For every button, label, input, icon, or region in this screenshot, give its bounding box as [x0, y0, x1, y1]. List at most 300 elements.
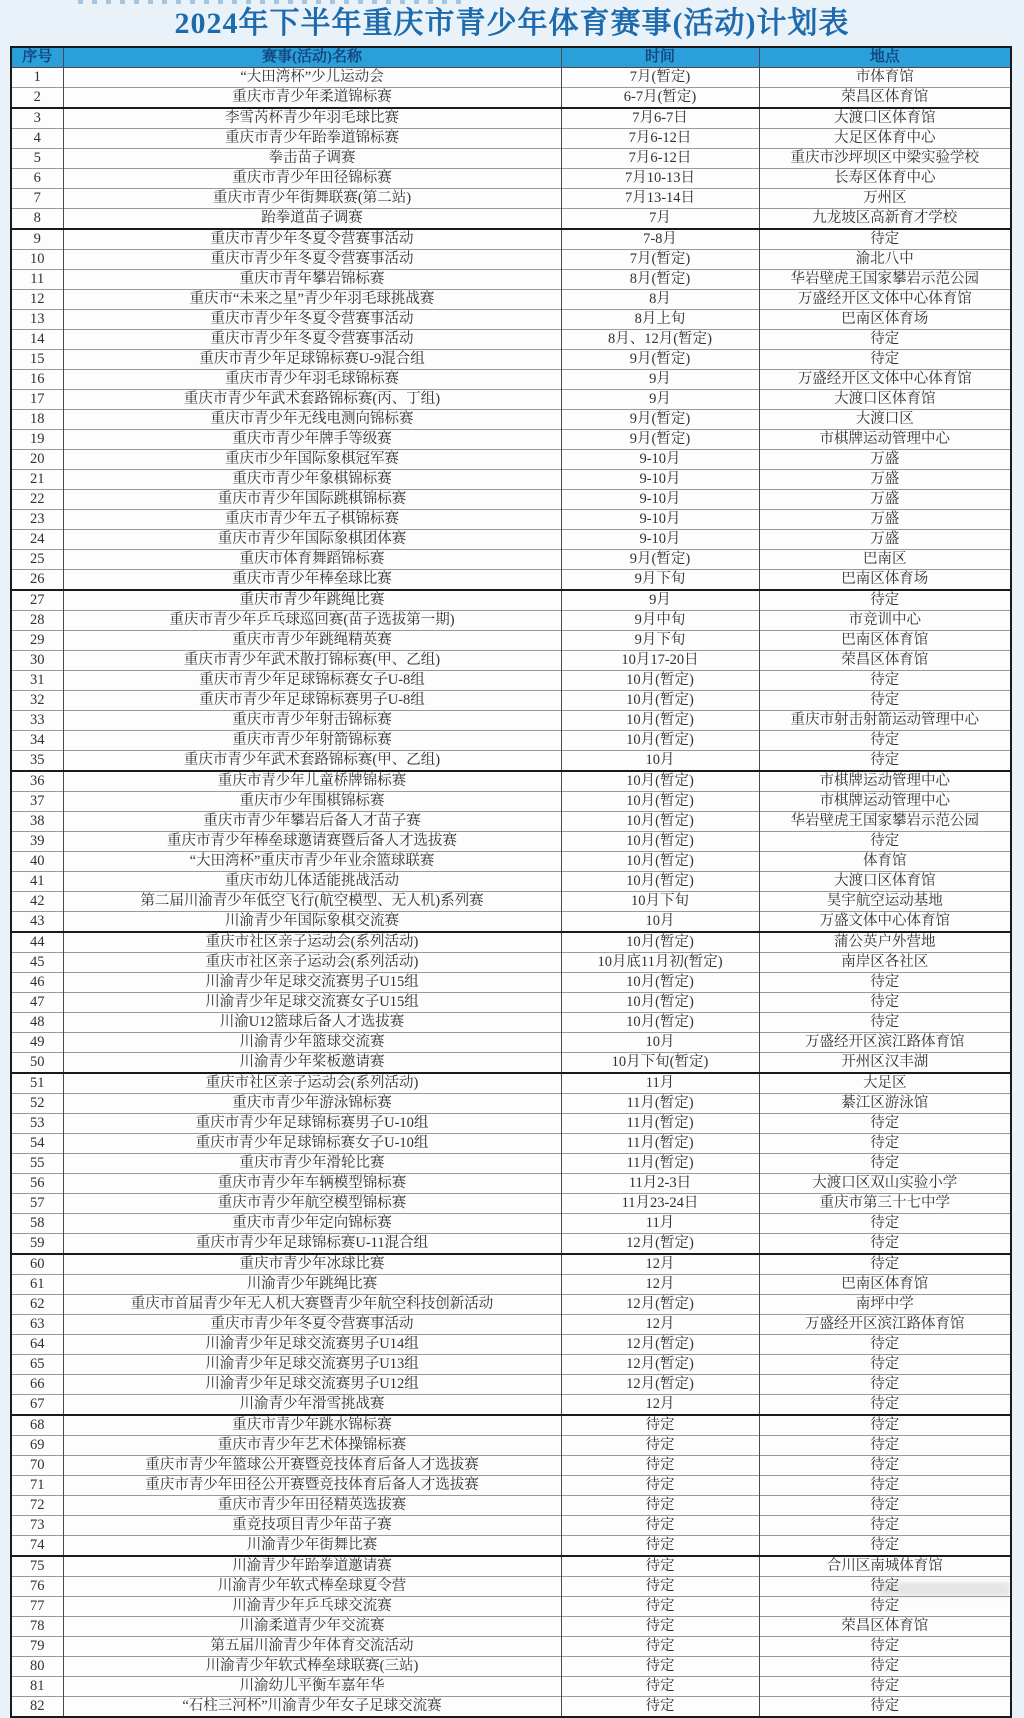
event-name: 重庆市青少年足球锦标赛女子U-10组	[63, 1134, 561, 1154]
row-index: 24	[11, 530, 63, 550]
event-time: 10月(暂定)	[561, 872, 759, 892]
event-location: 待定	[759, 1456, 1011, 1476]
table-row	[11, 812, 1011, 832]
row-index: 58	[11, 1214, 63, 1234]
event-location: 待定	[759, 1657, 1011, 1677]
event-name: 重庆市青少年跳水锦标赛	[63, 1415, 561, 1436]
table-row	[11, 68, 1011, 88]
event-location: 待定	[759, 671, 1011, 691]
row-index: 54	[11, 1134, 63, 1154]
event-location: 荣昌区体育馆	[759, 1617, 1011, 1637]
event-location: 大渡口区体育馆	[759, 872, 1011, 892]
event-time: 10月底11月初(暂定)	[561, 953, 759, 973]
event-location: 待定	[759, 1214, 1011, 1234]
event-name: 重庆市青少年象棋锦标赛	[63, 470, 561, 490]
table-row	[11, 832, 1011, 852]
event-name: 重庆市青少年足球锦标赛U-11混合组	[63, 1234, 561, 1255]
event-name: 重庆市青少年定向锦标赛	[63, 1214, 561, 1234]
event-location: 待定	[759, 1476, 1011, 1496]
event-name: 川渝柔道青少年交流赛	[63, 1617, 561, 1637]
row-index: 63	[11, 1315, 63, 1335]
event-time: 10月(暂定)	[561, 852, 759, 872]
event-location: 南坪中学	[759, 1295, 1011, 1315]
row-index: 57	[11, 1194, 63, 1214]
row-index: 25	[11, 550, 63, 570]
row-index: 22	[11, 490, 63, 510]
table-row	[11, 149, 1011, 169]
event-name: 重庆市青少年艺术体操锦标赛	[63, 1436, 561, 1456]
row-index: 26	[11, 570, 63, 591]
event-time: 9月中旬	[561, 611, 759, 631]
row-index: 4	[11, 129, 63, 149]
table-row	[11, 1355, 1011, 1375]
event-name: 重庆市青少年游泳锦标赛	[63, 1094, 561, 1114]
table-row	[11, 510, 1011, 530]
event-name: 重庆市青少年冬夏令营赛事活动	[63, 1315, 561, 1335]
event-location: 体育馆	[759, 852, 1011, 872]
table-row	[11, 410, 1011, 430]
event-time: 9-10月	[561, 510, 759, 530]
event-name: 重庆市青少年足球锦标赛女子U-8组	[63, 671, 561, 691]
table-row	[11, 88, 1011, 109]
table-row	[11, 270, 1011, 290]
event-name: 重庆市青少年冰球比赛	[63, 1254, 561, 1275]
table-row	[11, 490, 1011, 510]
event-time: 待定	[561, 1516, 759, 1536]
event-location: 巴南区体育场	[759, 310, 1011, 330]
event-time: 待定	[561, 1617, 759, 1637]
event-location: 大足区体育中心	[759, 129, 1011, 149]
event-time: 9月下旬	[561, 570, 759, 591]
event-name: 重庆市社区亲子运动会(系列活动)	[63, 1073, 561, 1094]
table-row	[11, 1234, 1011, 1255]
row-index: 31	[11, 671, 63, 691]
event-name: 重庆市青少年五子棋锦标赛	[63, 510, 561, 530]
row-index: 45	[11, 953, 63, 973]
row-index: 76	[11, 1577, 63, 1597]
event-name: 川渝青少年足球交流赛男子U14组	[63, 1335, 561, 1355]
event-location: 待定	[759, 350, 1011, 370]
event-time: 12月(暂定)	[561, 1234, 759, 1255]
event-time: 10月(暂定)	[561, 691, 759, 711]
row-index: 15	[11, 350, 63, 370]
table-row	[11, 953, 1011, 973]
row-index: 38	[11, 812, 63, 832]
event-name: 重庆市青少年足球锦标赛男子U-8组	[63, 691, 561, 711]
event-time: 10月(暂定)	[561, 771, 759, 792]
table-row	[11, 852, 1011, 872]
event-name: 重庆市青少年国际跳棋锦标赛	[63, 490, 561, 510]
event-time: 7月(暂定)	[561, 68, 759, 88]
table-row	[11, 993, 1011, 1013]
table-row	[11, 129, 1011, 149]
event-location: 待定	[759, 590, 1011, 611]
row-index: 77	[11, 1597, 63, 1617]
event-time: 9月(暂定)	[561, 410, 759, 430]
event-name: 重庆市青少年武术套路锦标赛(丙、丁组)	[63, 390, 561, 410]
event-name: 重庆市青少年射箭锦标赛	[63, 731, 561, 751]
event-time: 9-10月	[561, 470, 759, 490]
event-location: 万盛	[759, 510, 1011, 530]
event-name: 重庆市青少年射击锦标赛	[63, 711, 561, 731]
event-location: 重庆市射击射箭运动管理中心	[759, 711, 1011, 731]
table-row	[11, 370, 1011, 390]
event-location: 巴南区体育场	[759, 570, 1011, 591]
event-time: 10月(暂定)	[561, 832, 759, 852]
event-time: 待定	[561, 1657, 759, 1677]
event-time: 待定	[561, 1436, 759, 1456]
event-location: 开州区汉丰湖	[759, 1053, 1011, 1074]
event-name: 重庆市青少年街舞联赛(第二站)	[63, 189, 561, 209]
row-index: 78	[11, 1617, 63, 1637]
event-time: 12月	[561, 1254, 759, 1275]
event-location: 待定	[759, 993, 1011, 1013]
event-location: 待定	[759, 1114, 1011, 1134]
event-location: 大渡口区体育馆	[759, 390, 1011, 410]
event-time: 12月(暂定)	[561, 1355, 759, 1375]
event-location: 大足区	[759, 1073, 1011, 1094]
event-time: 8月(暂定)	[561, 270, 759, 290]
event-time: 7月	[561, 209, 759, 230]
row-index: 56	[11, 1174, 63, 1194]
row-index: 27	[11, 590, 63, 611]
event-name: 重庆市青少年无线电测向锦标赛	[63, 410, 561, 430]
table-row	[11, 470, 1011, 490]
table-row	[11, 1415, 1011, 1436]
table-row	[11, 611, 1011, 631]
table-row	[11, 1033, 1011, 1053]
event-name: 川渝幼儿平衡车嘉年华	[63, 1677, 561, 1697]
row-index: 52	[11, 1094, 63, 1114]
table-row	[11, 711, 1011, 731]
event-location: 万盛经开区文体中心体育馆	[759, 290, 1011, 310]
event-location: 待定	[759, 1697, 1011, 1718]
row-index: 36	[11, 771, 63, 792]
event-name: 川渝青少年足球交流赛男子U12组	[63, 1375, 561, 1395]
table-row	[11, 209, 1011, 230]
event-name: 重庆市青少年棒垒球邀请赛暨后备人才选拔赛	[63, 832, 561, 852]
row-index: 61	[11, 1275, 63, 1295]
event-location: 待定	[759, 1234, 1011, 1255]
table-row	[11, 1013, 1011, 1033]
event-location: 重庆市沙坪坝区中梁实验学校	[759, 149, 1011, 169]
event-location: 待定	[759, 1134, 1011, 1154]
event-time: 9-10月	[561, 490, 759, 510]
event-location: 待定	[759, 1677, 1011, 1697]
row-index: 60	[11, 1254, 63, 1275]
event-time: 7月6-12日	[561, 149, 759, 169]
row-index: 82	[11, 1697, 63, 1718]
event-name: 川渝青少年街舞比赛	[63, 1536, 561, 1557]
event-name: 重庆市少年国际象棋冠军赛	[63, 450, 561, 470]
table-row	[11, 1496, 1011, 1516]
event-name: 重庆市“未来之星”青少年羽毛球挑战赛	[63, 290, 561, 310]
row-index: 79	[11, 1637, 63, 1657]
event-location: 九龙坡区高新育才学校	[759, 209, 1011, 230]
event-time: 9-10月	[561, 450, 759, 470]
event-name: 川渝青少年跳绳比赛	[63, 1275, 561, 1295]
event-name: 川渝青少年国际象棋交流赛	[63, 912, 561, 933]
event-name: 川渝青少年滑雪挑战赛	[63, 1395, 561, 1416]
event-time: 6-7月(暂定)	[561, 88, 759, 109]
event-location: 荣昌区体育馆	[759, 651, 1011, 671]
row-index: 65	[11, 1355, 63, 1375]
table-row	[11, 1395, 1011, 1416]
event-location: 市棋牌运动管理中心	[759, 430, 1011, 450]
event-location: 万盛	[759, 450, 1011, 470]
table-row	[11, 1375, 1011, 1395]
table-row	[11, 590, 1011, 611]
row-index: 16	[11, 370, 63, 390]
event-name: 重庆市青少年篮球公开赛暨竞技体育后备人才选拔赛	[63, 1456, 561, 1476]
table-row	[11, 631, 1011, 651]
table-row	[11, 671, 1011, 691]
event-name: 重庆市青年攀岩锦标赛	[63, 270, 561, 290]
event-time: 7月6-7日	[561, 108, 759, 129]
table-row	[11, 1657, 1011, 1677]
event-name: 重庆市首届青少年无人机大赛暨青少年航空科技创新活动	[63, 1295, 561, 1315]
event-name: 重庆市青少年棒垒球比赛	[63, 570, 561, 591]
event-location: 待定	[759, 1637, 1011, 1657]
col-header-index: 序号	[11, 47, 63, 68]
event-location: 待定	[759, 229, 1011, 250]
event-time: 待定	[561, 1697, 759, 1718]
event-location: 待定	[759, 1496, 1011, 1516]
event-time: 待定	[561, 1536, 759, 1557]
event-location: 市棋牌运动管理中心	[759, 792, 1011, 812]
row-index: 41	[11, 872, 63, 892]
table-row	[11, 108, 1011, 129]
table-row	[11, 751, 1011, 772]
event-time: 8月上旬	[561, 310, 759, 330]
table-row	[11, 530, 1011, 550]
event-name: 重庆市体育舞蹈锦标赛	[63, 550, 561, 570]
event-name: 重庆市青少年冬夏令营赛事活动	[63, 229, 561, 250]
event-time: 10月(暂定)	[561, 731, 759, 751]
event-time: 待定	[561, 1496, 759, 1516]
row-index: 6	[11, 169, 63, 189]
row-index: 43	[11, 912, 63, 933]
row-index: 33	[11, 711, 63, 731]
row-index: 21	[11, 470, 63, 490]
row-index: 13	[11, 310, 63, 330]
event-name: 重庆市青少年武术散打锦标赛(甲、乙组)	[63, 651, 561, 671]
row-index: 53	[11, 1114, 63, 1134]
event-name: 重竞技项目青少年苗子赛	[63, 1516, 561, 1536]
event-name: 川渝青少年桨板邀请赛	[63, 1053, 561, 1074]
event-time: 10月(暂定)	[561, 1013, 759, 1033]
table-row	[11, 290, 1011, 310]
row-index: 40	[11, 852, 63, 872]
event-location: 华岩壁虎王国家攀岩示范公园	[759, 270, 1011, 290]
row-index: 28	[11, 611, 63, 631]
table-row	[11, 973, 1011, 993]
event-name: 重庆市青少年儿童桥牌锦标赛	[63, 771, 561, 792]
table-row	[11, 550, 1011, 570]
row-index: 69	[11, 1436, 63, 1456]
table-row	[11, 1677, 1011, 1697]
event-name: “大田湾杯”少儿运动会	[63, 68, 561, 88]
table-row	[11, 1617, 1011, 1637]
row-index: 30	[11, 651, 63, 671]
table-row	[11, 570, 1011, 591]
event-time: 9月(暂定)	[561, 350, 759, 370]
event-location: 万盛	[759, 530, 1011, 550]
event-time: 10月17-20日	[561, 651, 759, 671]
event-location: 待定	[759, 1597, 1011, 1617]
table-row	[11, 912, 1011, 933]
row-index: 20	[11, 450, 63, 470]
row-index: 71	[11, 1476, 63, 1496]
row-index: 70	[11, 1456, 63, 1476]
event-time: 11月(暂定)	[561, 1134, 759, 1154]
table-row	[11, 169, 1011, 189]
table-row	[11, 1134, 1011, 1154]
event-time: 7-8月	[561, 229, 759, 250]
event-location: 华岩壁虎王国家攀岩示范公园	[759, 812, 1011, 832]
col-header-event-name: 赛事(活动)名称	[63, 47, 561, 68]
row-index: 74	[11, 1536, 63, 1557]
event-time: 12月	[561, 1275, 759, 1295]
table-row	[11, 1556, 1011, 1577]
event-location: 待定	[759, 330, 1011, 350]
table-row	[11, 189, 1011, 209]
event-time: 10月下旬	[561, 892, 759, 912]
row-index: 34	[11, 731, 63, 751]
event-name: 重庆市社区亲子运动会(系列活动)	[63, 932, 561, 953]
event-location: 市棋牌运动管理中心	[759, 771, 1011, 792]
event-name: 重庆市青少年田径公开赛暨竞技体育后备人才选拔赛	[63, 1476, 561, 1496]
row-index: 46	[11, 973, 63, 993]
event-name: “石柱三河杯”川渝青少年女子足球交流赛	[63, 1697, 561, 1718]
table-body	[11, 68, 1011, 1718]
event-name: 重庆市青少年车辆模型锦标赛	[63, 1174, 561, 1194]
event-time: 12月(暂定)	[561, 1295, 759, 1315]
event-name: 重庆市青少年武术套路锦标赛(甲、乙组)	[63, 751, 561, 772]
event-time: 待定	[561, 1456, 759, 1476]
event-name: 川渝U12篮球后备人才选拔赛	[63, 1013, 561, 1033]
table-row	[11, 892, 1011, 912]
event-location: 待定	[759, 691, 1011, 711]
event-location: 长寿区体育中心	[759, 169, 1011, 189]
row-index: 48	[11, 1013, 63, 1033]
event-time: 9月(暂定)	[561, 550, 759, 570]
event-time: 10月(暂定)	[561, 792, 759, 812]
row-index: 10	[11, 250, 63, 270]
table-row	[11, 1295, 1011, 1315]
event-time: 7月13-14日	[561, 189, 759, 209]
event-name: 重庆市青少年航空模型锦标赛	[63, 1194, 561, 1214]
event-time: 7月10-13日	[561, 169, 759, 189]
event-time: 12月(暂定)	[561, 1335, 759, 1355]
event-time: 11月(暂定)	[561, 1154, 759, 1174]
event-time: 11月(暂定)	[561, 1114, 759, 1134]
row-index: 51	[11, 1073, 63, 1094]
table-row	[11, 1154, 1011, 1174]
event-time: 8月、12月(暂定)	[561, 330, 759, 350]
event-time: 12月	[561, 1315, 759, 1335]
event-name: 重庆市青少年攀岩后备人才苗子赛	[63, 812, 561, 832]
event-name: 重庆市青少年足球锦标赛U-9混合组	[63, 350, 561, 370]
row-index: 23	[11, 510, 63, 530]
event-time: 待定	[561, 1415, 759, 1436]
event-location: 待定	[759, 1577, 1011, 1597]
event-time: 9月	[561, 590, 759, 611]
table-row	[11, 1194, 1011, 1214]
row-index: 2	[11, 88, 63, 109]
event-location: 待定	[759, 973, 1011, 993]
row-index: 14	[11, 330, 63, 350]
event-location: 渝北八中	[759, 250, 1011, 270]
event-time: 7月6-12日	[561, 129, 759, 149]
event-location: 綦江区游泳馆	[759, 1094, 1011, 1114]
event-location: 荣昌区体育馆	[759, 88, 1011, 109]
table-row	[11, 932, 1011, 953]
table-row	[11, 1275, 1011, 1295]
event-time: 待定	[561, 1556, 759, 1577]
event-location: 南岸区各社区	[759, 953, 1011, 973]
table-row	[11, 1516, 1011, 1536]
event-name: 川渝青少年足球交流赛男子U13组	[63, 1355, 561, 1375]
event-time: 待定	[561, 1597, 759, 1617]
event-location: 待定	[759, 1355, 1011, 1375]
event-time: 9月下旬	[561, 631, 759, 651]
event-location: 待定	[759, 751, 1011, 772]
event-location: 合川区南城体育馆	[759, 1556, 1011, 1577]
event-location: 待定	[759, 731, 1011, 751]
event-name: 重庆市青少年跆拳道锦标赛	[63, 129, 561, 149]
event-time: 10月(暂定)	[561, 973, 759, 993]
event-location: 昊宇航空运动基地	[759, 892, 1011, 912]
event-location: 待定	[759, 1013, 1011, 1033]
row-index: 72	[11, 1496, 63, 1516]
event-location: 万盛经开区文体中心体育馆	[759, 370, 1011, 390]
table-row	[11, 1577, 1011, 1597]
event-time: 10月下旬(暂定)	[561, 1053, 759, 1074]
row-index: 64	[11, 1335, 63, 1355]
event-name: 李雪芮杯青少年羽毛球比赛	[63, 108, 561, 129]
event-location: 待定	[759, 1375, 1011, 1395]
event-location: 待定	[759, 1415, 1011, 1436]
table-row	[11, 1436, 1011, 1456]
event-time: 待定	[561, 1476, 759, 1496]
event-name: 川渝青少年足球交流赛男子U15组	[63, 973, 561, 993]
row-index: 75	[11, 1556, 63, 1577]
row-index: 17	[11, 390, 63, 410]
row-index: 12	[11, 290, 63, 310]
event-time: 10月(暂定)	[561, 993, 759, 1013]
row-index: 73	[11, 1516, 63, 1536]
event-time: 待定	[561, 1577, 759, 1597]
event-time: 12月(暂定)	[561, 1375, 759, 1395]
event-location: 万盛经开区滨江路体育馆	[759, 1315, 1011, 1335]
event-time: 9月	[561, 370, 759, 390]
event-name: 重庆市青少年羽毛球锦标赛	[63, 370, 561, 390]
row-index: 67	[11, 1395, 63, 1416]
row-index: 62	[11, 1295, 63, 1315]
table-row	[11, 1214, 1011, 1234]
row-index: 80	[11, 1657, 63, 1677]
row-index: 49	[11, 1033, 63, 1053]
event-location: 万盛文体中心体育馆	[759, 912, 1011, 933]
event-time: 8月	[561, 290, 759, 310]
event-time: 12月	[561, 1395, 759, 1416]
clipped-text-remnant	[78, 0, 468, 4]
row-index: 8	[11, 209, 63, 230]
table-row	[11, 1053, 1011, 1074]
event-time: 10月	[561, 751, 759, 772]
event-location: 万盛	[759, 470, 1011, 490]
